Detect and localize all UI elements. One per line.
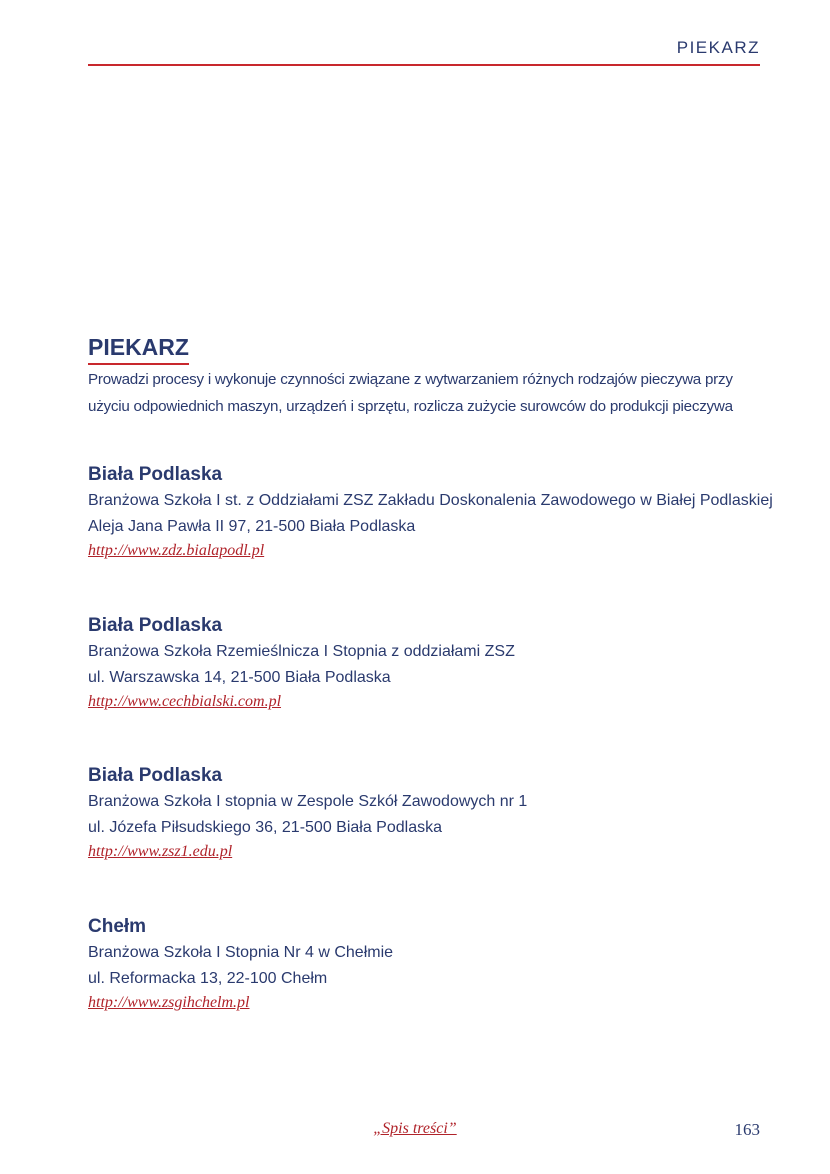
header-rule	[88, 64, 760, 66]
footer-toc	[0, 1120, 830, 1138]
entry-website-link[interactable]: http://www.zsz1.edu.pl	[88, 843, 233, 860]
entry-website-link[interactable]: http://www.zdz.bialapodl.pl	[88, 542, 265, 559]
entry-school-name: Branżowa Szkoła Rzemieślnicza I Stopnia z oddziałami ZSZ	[88, 643, 515, 660]
school-entry-1	[88, 462, 773, 563]
entry-address: ul. Józefa Piłsudskiego 36, 21-500 Biała Podlaska	[88, 818, 442, 836]
entry-school-name: Branżowa Szkoła I stopnia w Zespole Szkół Zawodowych nr 1	[88, 793, 528, 810]
entry-school-name: Branżowa Szkoła I Stopnia Nr 4 w Chełmie	[88, 944, 394, 961]
school-entry-3	[88, 763, 768, 864]
table-of-contents-link[interactable]: „Spis treści”	[373, 1120, 457, 1137]
entry-website-link[interactable]: http://www.zsgihchelm.pl	[88, 994, 250, 1011]
section-description-line-1: Prowadzi procesy i wykonuje czynności związane z wytwarzaniem różnych rodzajów pieczywa przy	[88, 371, 733, 388]
section-intro	[88, 332, 768, 419]
entry-city: Biała Podlaska	[88, 765, 223, 786]
section-title: PIEKARZ	[88, 332, 189, 365]
school-entry-2	[88, 613, 768, 714]
running-header: PIEKARZ	[676, 38, 760, 57]
page-number: 163	[734, 1120, 760, 1139]
entry-city: Biała Podlaska	[88, 615, 223, 636]
section-description-line-2: użyciu odpowiednich maszyn, urządzeń i sprzętu, rozlicza zużycie surowców do produkcji pieczywa	[88, 398, 733, 415]
school-entry-4	[88, 914, 768, 1015]
entry-address: ul. Warszawska 14, 21-500 Biała Podlaska	[88, 668, 391, 686]
entry-city: Chełm	[88, 916, 147, 937]
entry-school-name: Branżowa Szkoła I st. z Oddziałami ZSZ Zakładu Doskonalenia Zawodowego w Białej Podlaskiej	[88, 492, 773, 509]
entry-address: ul. Reformacka 13, 22-100 Chełm	[88, 969, 328, 987]
entry-city: Biała Podlaska	[88, 464, 223, 485]
entry-website-link[interactable]: http://www.cechbialski.com.pl	[88, 693, 282, 710]
entry-address: Aleja Jana Pawła II 97, 21-500 Biała Podlaska	[88, 517, 416, 535]
